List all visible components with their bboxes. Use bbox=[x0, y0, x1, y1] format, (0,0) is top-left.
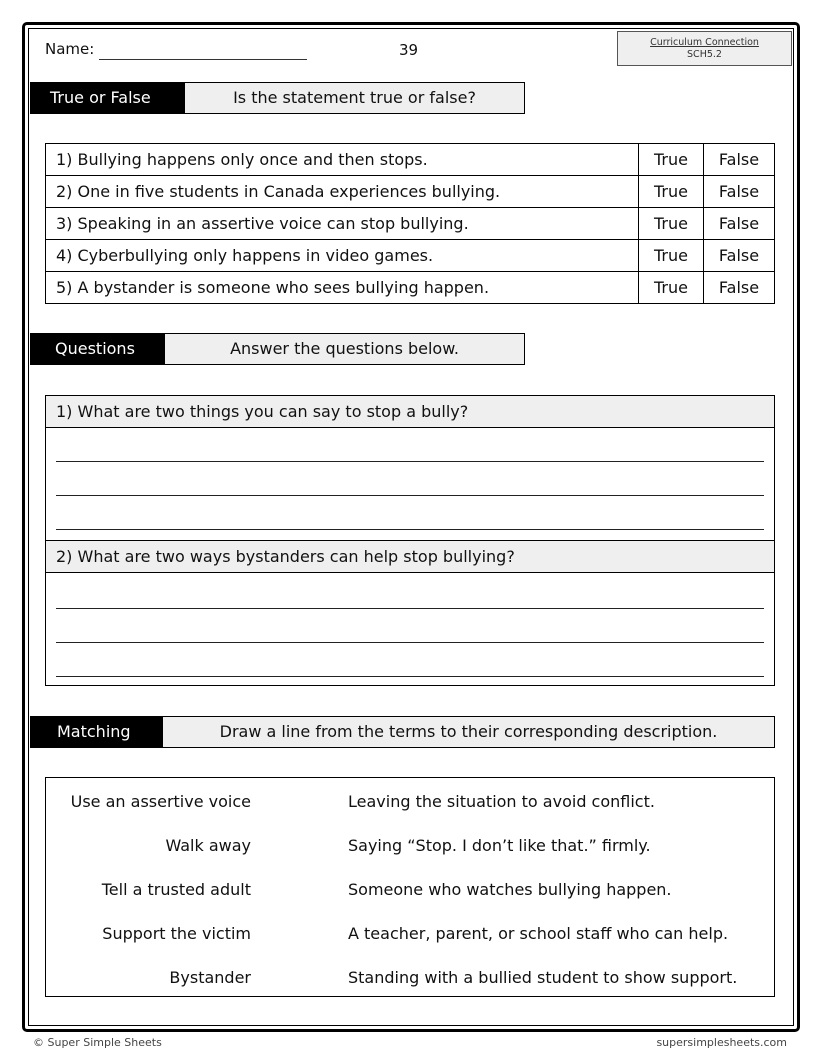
false-option[interactable]: False bbox=[704, 208, 775, 240]
false-option[interactable]: False bbox=[704, 240, 775, 272]
matching-term: Bystander bbox=[169, 968, 251, 987]
curriculum-title: Curriculum Connection bbox=[650, 37, 759, 48]
matching-term: Tell a trusted adult bbox=[101, 880, 251, 899]
false-option[interactable]: False bbox=[704, 176, 775, 208]
true-false-table bbox=[45, 143, 775, 304]
question-box bbox=[45, 395, 775, 541]
statement: 1) Bullying happens only once and then stops. bbox=[46, 144, 639, 176]
true-option[interactable]: True bbox=[639, 272, 704, 304]
true-option[interactable]: True bbox=[639, 208, 704, 240]
true-option[interactable]: True bbox=[639, 176, 704, 208]
statement: 5) A bystander is someone who sees bullying happen. bbox=[46, 272, 639, 304]
matching-description: Saying “Stop. I don’t like that.” firmly. bbox=[348, 836, 651, 855]
matching-description: Someone who watches bullying happen. bbox=[348, 880, 672, 899]
matching-term: Walk away bbox=[165, 836, 251, 855]
matching-box bbox=[45, 777, 775, 997]
questions-section-label: Questions bbox=[30, 333, 165, 365]
matching-term: Support the victim bbox=[102, 924, 251, 943]
question-text: 2) What are two ways bystanders can help stop bullying? bbox=[46, 541, 774, 573]
table-row bbox=[46, 144, 775, 176]
answer-line[interactable] bbox=[56, 608, 764, 609]
footer-website: supersimplesheets.com bbox=[656, 1036, 787, 1049]
true-option[interactable]: True bbox=[639, 144, 704, 176]
page-number: 39 bbox=[399, 41, 419, 59]
curriculum-connection-box bbox=[617, 31, 792, 66]
true-option[interactable]: True bbox=[639, 240, 704, 272]
table-row bbox=[46, 272, 775, 304]
table-row bbox=[46, 176, 775, 208]
true-false-instruction: Is the statement true or false? bbox=[184, 82, 525, 114]
footer-copyright: © Super Simple Sheets bbox=[33, 1036, 162, 1049]
answer-line[interactable] bbox=[56, 529, 764, 530]
answer-line[interactable] bbox=[56, 676, 764, 677]
matching-description: Standing with a bullied student to show support. bbox=[348, 968, 738, 987]
matching-section-label: Matching bbox=[30, 716, 163, 748]
question-box bbox=[45, 540, 775, 686]
answer-line[interactable] bbox=[56, 642, 764, 643]
question-text: 1) What are two things you can say to stop a bully? bbox=[46, 396, 774, 428]
name-label: Name: bbox=[45, 40, 95, 58]
statement: 4) Cyberbullying only happens in video games. bbox=[46, 240, 639, 272]
questions-instruction: Answer the questions below. bbox=[164, 333, 525, 365]
table-row bbox=[46, 208, 775, 240]
answer-line[interactable] bbox=[56, 495, 764, 496]
statement: 2) One in five students in Canada experiences bullying. bbox=[46, 176, 639, 208]
matching-description: A teacher, parent, or school staff who can help. bbox=[348, 924, 729, 943]
statement: 3) Speaking in an assertive voice can stop bullying. bbox=[46, 208, 639, 240]
answer-line[interactable] bbox=[56, 461, 764, 462]
name-field[interactable] bbox=[99, 59, 307, 60]
true-false-section-label: True or False bbox=[30, 82, 185, 114]
matching-instruction: Draw a line from the terms to their corresponding description. bbox=[162, 716, 775, 748]
table-row bbox=[46, 240, 775, 272]
matching-description: Leaving the situation to avoid conflict. bbox=[348, 792, 655, 811]
false-option[interactable]: False bbox=[704, 272, 775, 304]
curriculum-code: SCH5.2 bbox=[687, 49, 722, 60]
matching-term: Use an assertive voice bbox=[70, 792, 251, 811]
false-option[interactable]: False bbox=[704, 144, 775, 176]
